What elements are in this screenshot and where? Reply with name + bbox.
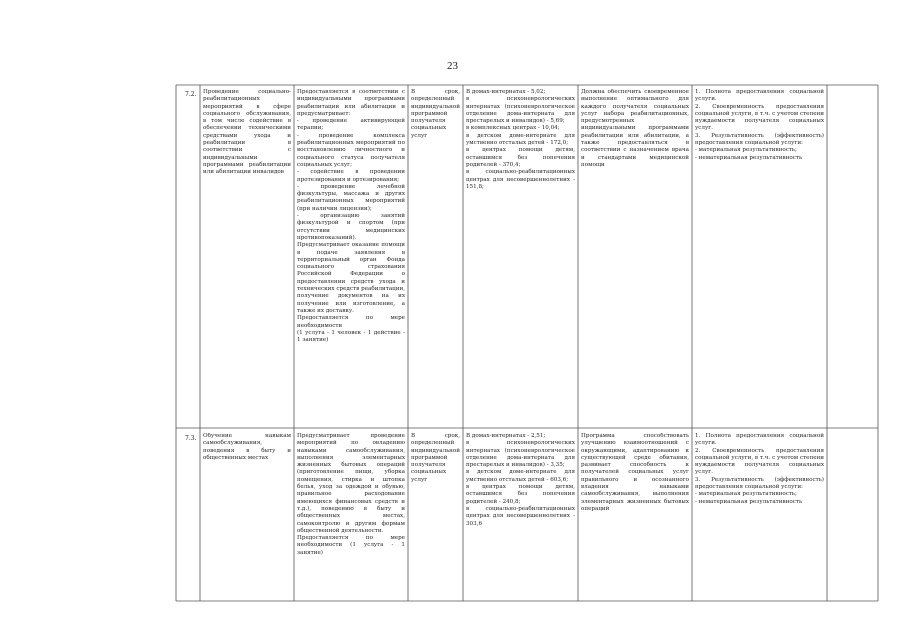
- service-quality-indicators: 1. Полнота предоставления социальной услуги. 2. Своевременность предоставления социальной услуги, в т.ч. с учетом степени нуждаемости получателя социальных услуг. 3. Результативность (эффективность) предоставления социальной услуги: - материальная результативность; - нематериальная результативность: [695, 433, 824, 505]
- page-number: 23: [447, 60, 458, 72]
- service-term: В срок, определенный индивидуальной программой получателя социальных услуг: [411, 433, 460, 483]
- service-name: Проведение социально-реабилитационных мероприятий в сфере социального обслуживания, в том числе содействие в обеспечении техническими средствами ухода и реабилитации в соответствии с индивидуальными программами реабилитации или абилитации инвалидов: [203, 89, 291, 176]
- service-quality-indicators: 1. Полнота предоставления социальной услуги. 2. Своевременность предоставления социальной услуги, в т.ч. с учетом степени нуждаемости получателя социальных услуг. 3. Результативность (эффективность) предоставления социальной услуги: - материальная результативность; - нематериальная результативность: [695, 89, 824, 161]
- row-number: 7.2.: [185, 91, 197, 98]
- service-tariff: В домах-интернатах - 5,02; в психоневрологических интернатах (психоневрологическое отделение дома-интерната для престарелых и инвалидов) - 5,69; в комплексных центрах - 10,04; в детском доме-интернате для умственно отсталых детей - 172,0; в центрах помощи детям, оставшимся без попечения родителей - 370,4; в социально-реабилитационных центрах для несовершеннолетних - 151,8;: [466, 89, 575, 190]
- service-description: Предоставляется в соответствии с индивидуальными программами реабилитации или абилитации и предусматривает: - проведение активирующей терапии; - проведение комплекса реабилитационных мероприятий по восстановлению личностного и социального статуса получателя социальных услуг; - содействие в проведении протезирования и ортезирования; - проведение лечебной физкультуры, массажа и других реабилитационных мероприятий (при наличии лицензии); - организацию занятий физкультурой и спортом (при отсутствии медицинских противопоказаний). Предусматривает оказание помощи в подаче заявления в территориальный орган Фонда социального страхования Российской Федерации о предоставлении средств ухода и технических средств реабилитации, получение документов на их получение или изготовление, а также их доставку. Предоставляется по мере необходимости (1 услуга - 1 человек - 1 действие - 1 занятие): [297, 89, 405, 344]
- service-quality-standard: Должна обеспечить своевременное выполнение оптимального для каждого получателя социальных услуг набора реабилитационных, предусмотренных индивидуальными программами реабилитации или абилитации, а также предоставляться в соответствии с назначением врача и стандартами медицинской помощи: [581, 89, 689, 168]
- row-number: 7.3.: [185, 435, 197, 442]
- service-quality-standard: Программа способствовать улучшению взаимоотношений с окружающими, адаптированию к существующей среде обитания, развивает способность к получателей социальных услуг правильного и осознанного владения навыками самообслуживания, выполнения элементарных жизненных бытовых операций: [581, 433, 689, 512]
- service-term: В срок, определенный индивидуальной программой получателя социальных услуг: [411, 89, 460, 139]
- service-name: Обучение навыкам самообслуживания, поведения в быту и общественных местах: [203, 433, 291, 461]
- service-tariff: В домах-интернатах - 2,51; в психоневрологических интернатах (психоневрологическое отделение дома-интерната для престарелых и инвалидов) - 3,35; в детском доме-интернате для умственно отсталых детей - 603,6; в центрах помощи детям, оставшимся без попечения родителей - 240,8; в социально-реабилитационных центрах для несовершеннолетних - 303,6: [466, 433, 575, 527]
- service-description: Предусматривает проведение мероприятий по овладению навыками самообслуживания, выполнения элементарных жизненных бытовых операций (приготовление пищи, уборка помещения, стирка и штопка белья, уход за одеждой и обувью, правильное расходование имеющихся финансовых средств и т.д.), поведению в быту и общественных местах, самоконтролю и другим формам общественной деятельности. Предоставляется по мере необходимости (1 услуга - 1 занятие): [297, 433, 405, 556]
